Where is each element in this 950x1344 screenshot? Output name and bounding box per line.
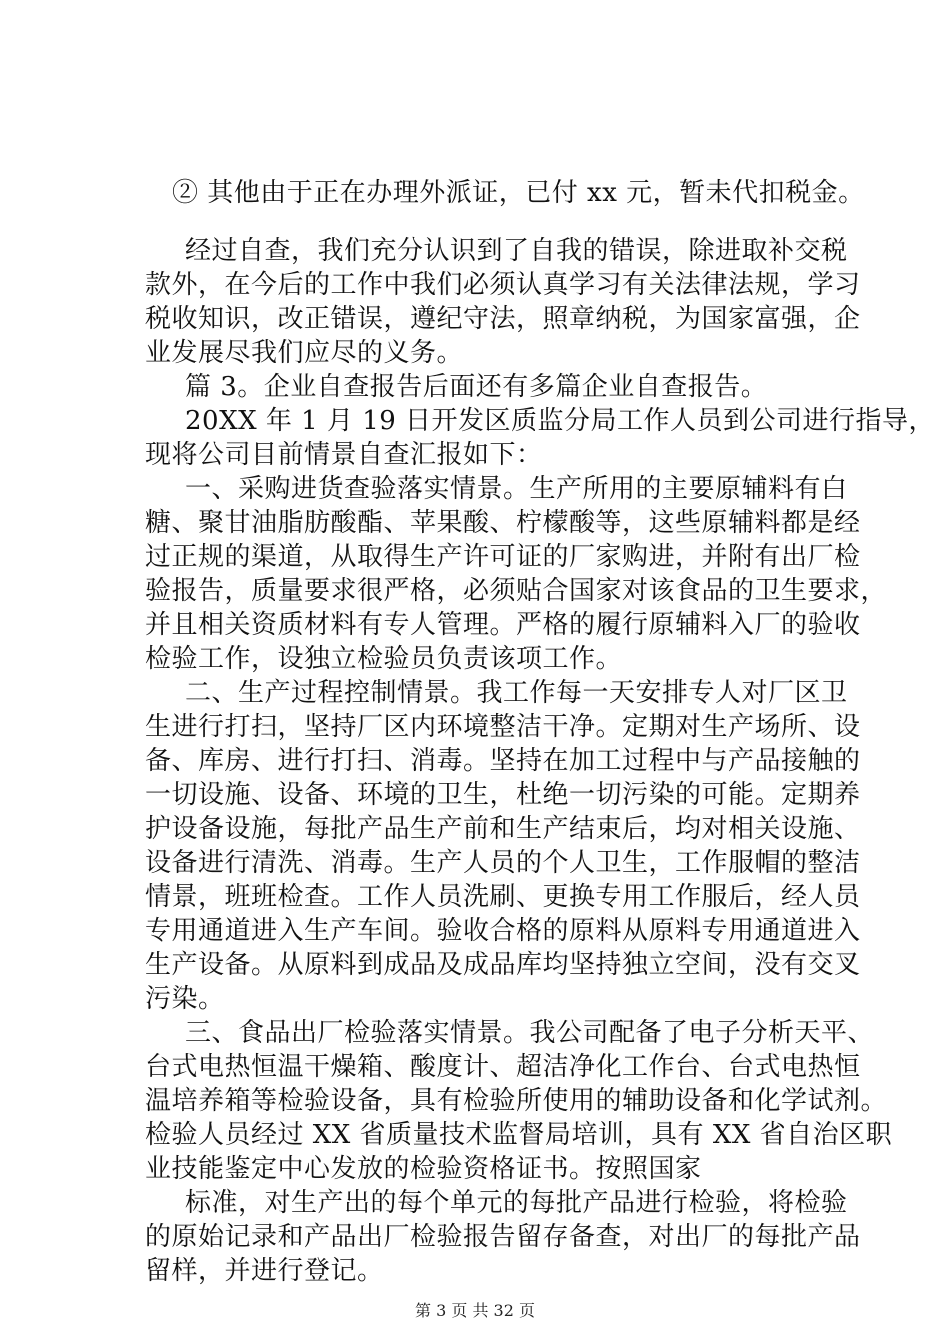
text-line: 糖、聚甘油脂肪酸酯、苹果酸、柠檬酸等，这些原辅料都是经 — [145, 508, 861, 538]
text-line: 生产设备。从原料到成品及成品库均坚持独立空间，没有交叉 — [145, 950, 861, 980]
text-line: 业发展尽我们应尽的义务。 — [145, 338, 464, 368]
text-line: 生进行打扫，坚持厂区内环境整洁干净。定期对生产场所、设 — [145, 712, 861, 742]
text-line: 台式电热恒温干燥箱、酸度计、超洁净化工作台、台式电热恒 — [145, 1052, 861, 1082]
text-line: 一切设施、设备、环境的卫生，杜绝一切污染的可能。定期养 — [145, 780, 861, 810]
text-line: 一、采购进货查验落实情景。生产所用的主要原辅料有白 — [185, 474, 848, 504]
text-line: ② 其他由于正在办理外派证，已付 xx 元，暂未代扣税金。 — [172, 178, 865, 208]
text-line: 设备进行清洗、消毒。生产人员的个人卫生，工作服帽的整洁 — [145, 848, 861, 878]
text-line: 的原始记录和产品出厂检验报告留存备查，对出厂的每批产品 — [145, 1222, 861, 1252]
text-line: 温培养箱等检验设备，具有检验所使用的辅助设备和化学试剂。 — [145, 1086, 888, 1116]
text-line: 情景，班班检查。工作人员洗刷、更换专用工作服后，经人员 — [145, 882, 861, 912]
text-line: 检验工作，设独立检验员负责该项工作。 — [145, 644, 623, 674]
text-line: 过正规的渠道，从取得生产许可证的厂家购进，并附有出厂检 — [145, 542, 861, 572]
text-line: 现将公司目前情景自查汇报如下： — [145, 440, 543, 470]
text-line: 验报告，质量要求很严格，必须贴合国家对该食品的卫生要求， — [145, 576, 888, 606]
text-line: 20XX 年 1 月 19 日开发区质监分局工作人员到公司进行指导， — [185, 406, 936, 436]
page-number-footer: 第 3 页 共 32 页 — [415, 1301, 535, 1320]
text-line: 备、库房、进行打扫、消毒。坚持在加工过程中与产品接触的 — [145, 746, 861, 776]
text-line: 二、生产过程控制情景。我工作每一天安排专人对厂区卫 — [185, 678, 848, 708]
text-line: 并且相关资质材料有专人管理。严格的履行原辅料入厂的验收 — [145, 610, 861, 640]
text-line: 篇 3。企业自查报告后面还有多篇企业自查报告。 — [185, 372, 768, 402]
text-line: 经过自查，我们充分认识到了自我的错误，除进取补交税 — [185, 236, 848, 266]
text-line: 三、食品出厂检验落实情景。我公司配备了电子分析天平、 — [185, 1018, 875, 1048]
text-line: 污染。 — [145, 984, 225, 1014]
text-line: 标准，对生产出的每个单元的每批产品进行检验，将检验 — [185, 1188, 848, 1218]
text-line: 税收知识，改正错误，遵纪守法，照章纳税，为国家富强，企 — [145, 304, 861, 334]
text-line: 专用通道进入生产车间。验收合格的原料从原料专用通道进入 — [145, 916, 861, 946]
text-line: 护设备设施，每批产品生产前和生产结束后，均对相关设施、 — [145, 814, 861, 844]
text-line: 留样，并进行登记。 — [145, 1256, 384, 1286]
text-line: 款外，在今后的工作中我们必须认真学习有关法律法规，学习 — [145, 270, 861, 300]
text-line: 检验人员经过 XX 省质量技术监督局培训，具有 XX 省自治区职 — [145, 1120, 893, 1150]
text-line: 业技能鉴定中心发放的检验资格证书。按照国家 — [145, 1154, 702, 1184]
